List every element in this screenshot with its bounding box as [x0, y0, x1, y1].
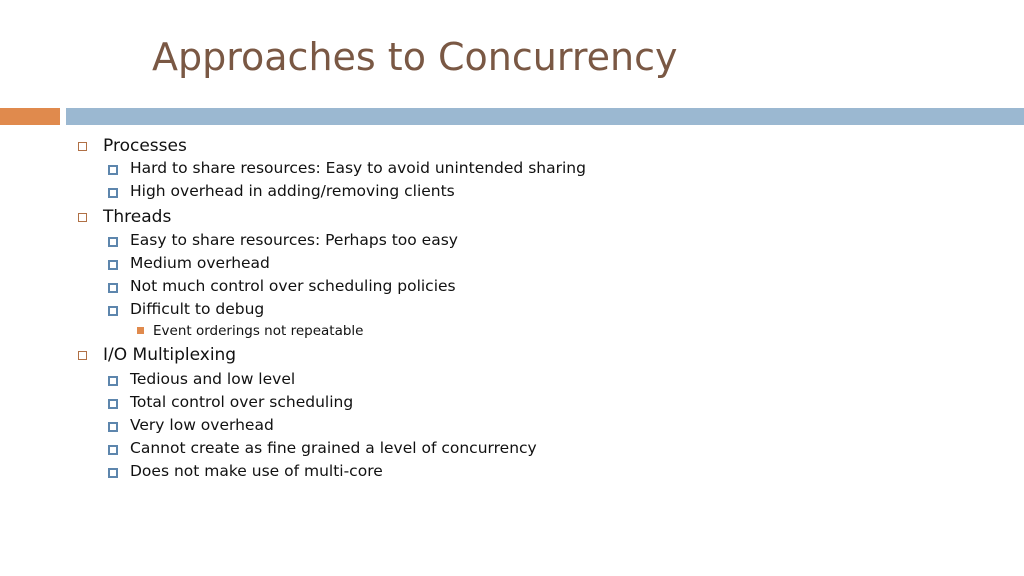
list-item	[0, 276, 1024, 296]
list-item	[0, 369, 1024, 389]
list-item	[0, 181, 1024, 201]
blue-square-bullet-icon	[108, 468, 118, 478]
section-threads	[0, 206, 1024, 228]
list-subitem	[0, 322, 1024, 340]
bullet-text: Does not make use of multi-core	[130, 462, 383, 480]
blue-square-bullet-icon	[108, 399, 118, 409]
list-item	[0, 158, 1024, 178]
blue-square-bullet-icon	[108, 283, 118, 293]
blue-square-bullet-icon	[108, 422, 118, 432]
list-item	[0, 299, 1024, 319]
bullet-text: Difficult to debug	[130, 300, 265, 318]
blue-square-bullet-icon	[108, 376, 118, 386]
orange-square-bullet-icon	[137, 327, 144, 334]
hollow-square-bullet-icon	[78, 351, 87, 360]
bullet-text: Tedious and low level	[130, 370, 296, 388]
bullet-text: Medium overhead	[130, 254, 270, 272]
bullet-text: Easy to share resources: Perhaps too easy	[130, 231, 458, 249]
section-io-multiplexing	[0, 344, 1024, 366]
bullet-text: Cannot create as fine grained a level of concurrency	[130, 439, 537, 457]
blue-square-bullet-icon	[108, 445, 118, 455]
section-heading: Threads	[103, 207, 172, 227]
bullet-text: Very low overhead	[130, 416, 274, 434]
blue-square-bullet-icon	[108, 260, 118, 270]
section-heading: Processes	[103, 136, 187, 156]
hollow-square-bullet-icon	[78, 213, 87, 222]
blue-square-bullet-icon	[108, 306, 118, 316]
hollow-square-bullet-icon	[78, 142, 87, 151]
slide-title: Approaches to Concurrency	[152, 35, 678, 79]
list-item	[0, 438, 1024, 458]
section-heading: I/O Multiplexing	[103, 345, 237, 365]
list-item	[0, 415, 1024, 435]
bullet-text: Total control over scheduling	[130, 393, 354, 411]
list-item	[0, 253, 1024, 273]
bullet-text: High overhead in adding/removing clients	[130, 182, 455, 200]
subbullet-text: Event orderings not repeatable	[153, 323, 364, 339]
list-item	[0, 392, 1024, 412]
list-item	[0, 230, 1024, 250]
section-processes	[0, 135, 1024, 157]
bullet-text: Not much control over scheduling policies	[130, 277, 456, 295]
blue-square-bullet-icon	[108, 165, 118, 175]
list-item	[0, 461, 1024, 481]
blue-square-bullet-icon	[108, 188, 118, 198]
blue-square-bullet-icon	[108, 237, 118, 247]
bullet-text: Hard to share resources: Easy to avoid unintended sharing	[130, 159, 586, 177]
